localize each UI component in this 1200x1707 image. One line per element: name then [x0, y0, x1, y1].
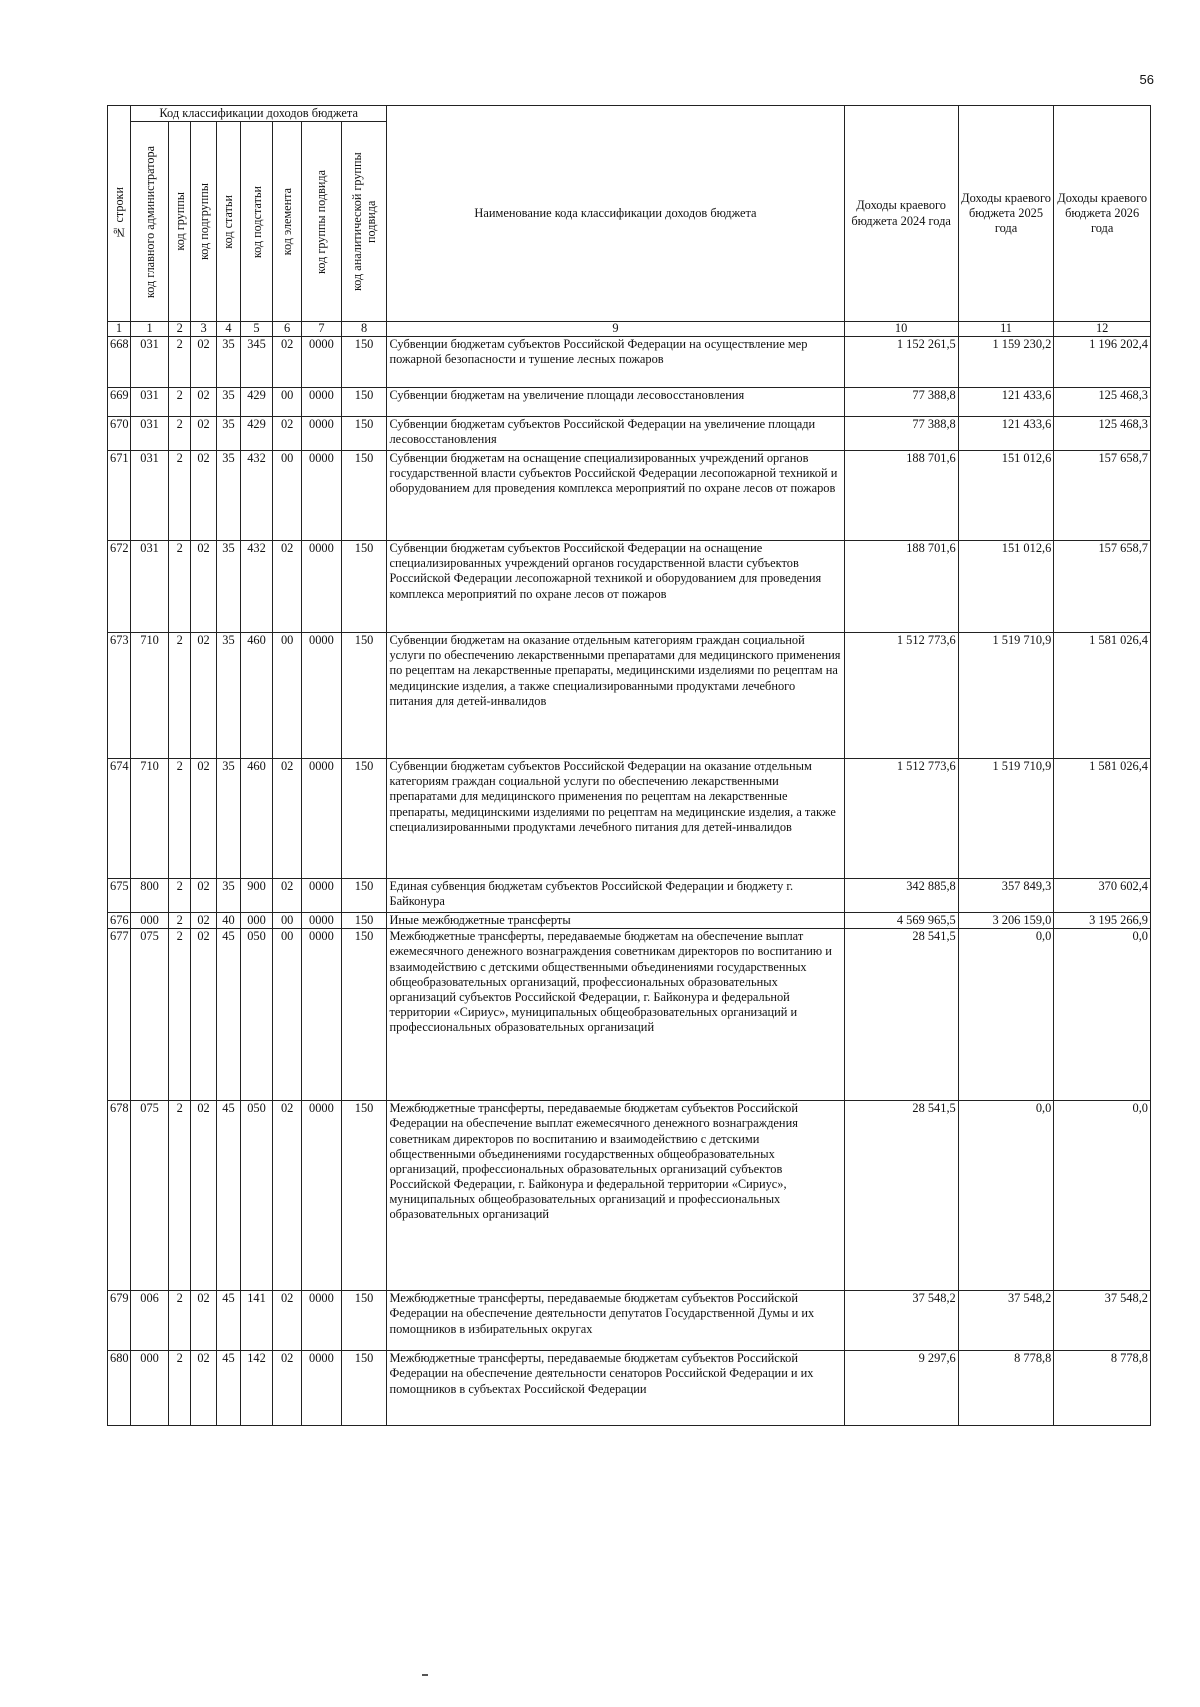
header-code-analytic: код аналитической группы подвида	[341, 122, 387, 322]
row-number: 674	[108, 759, 131, 879]
code-group: 2	[169, 1101, 191, 1291]
revenue-name: Субвенции бюджетам субъектов Российской Федерации на осуществление мер пожарной безопасности и тушение лесных пожаров	[387, 337, 844, 388]
row-number: 675	[108, 879, 131, 913]
table-row	[108, 451, 1151, 541]
revenue-name: Субвенции бюджетам субъектов Российской Федерации на оснащение специализированных учреждений органов государственной власти субъектов Российской Федерации лесопожарной техникой и оборудованием для проведения комплекса мероприятий по охране лесов от пожаров	[387, 541, 844, 633]
code-subtype-group: 0000	[302, 388, 341, 417]
code-analytic: 150	[341, 633, 387, 759]
code-element: 02	[273, 1101, 302, 1291]
value-2025: 0,0	[958, 1101, 1054, 1291]
code-subtype-group: 0000	[302, 759, 341, 879]
code-element: 00	[273, 388, 302, 417]
table-row	[108, 1351, 1151, 1426]
code-subgroup: 02	[191, 451, 217, 541]
header-row-no: № строки	[108, 106, 131, 322]
column-number: 8	[341, 322, 387, 337]
code-subgroup: 02	[191, 1351, 217, 1426]
code-subarticle: 000	[240, 913, 272, 929]
header-code-element: код элемента	[273, 122, 302, 322]
row-number: 680	[108, 1351, 131, 1426]
row-number: 670	[108, 417, 131, 451]
code-article: 35	[217, 388, 241, 417]
value-2025: 121 433,6	[958, 388, 1054, 417]
code-subarticle: 050	[240, 929, 272, 1101]
code-analytic: 150	[341, 929, 387, 1101]
header-code-subarticle: код подстатьи	[240, 122, 272, 322]
code-analytic: 150	[341, 541, 387, 633]
value-2024: 1 512 773,6	[844, 633, 958, 759]
value-2026: 125 468,3	[1054, 388, 1151, 417]
code-subgroup: 02	[191, 337, 217, 388]
value-2025: 1 159 230,2	[958, 337, 1054, 388]
code-article: 40	[217, 913, 241, 929]
column-number: 11	[958, 322, 1054, 337]
code-article: 45	[217, 929, 241, 1101]
column-number: 9	[387, 322, 844, 337]
table-row	[108, 541, 1151, 633]
header-code-group: Код классификации доходов бюджета	[130, 106, 387, 122]
value-2026: 3 195 266,9	[1054, 913, 1151, 929]
code-admin: 031	[130, 541, 168, 633]
code-group: 2	[169, 913, 191, 929]
table-body	[108, 337, 1151, 1426]
code-group: 2	[169, 388, 191, 417]
code-admin: 000	[130, 913, 168, 929]
row-number: 678	[108, 1101, 131, 1291]
header-code-group-col: код группы	[169, 122, 191, 322]
value-2025: 121 433,6	[958, 417, 1054, 451]
value-2025: 8 778,8	[958, 1351, 1054, 1426]
code-admin: 710	[130, 759, 168, 879]
revenue-name: Межбюджетные трансферты, передаваемые бюджетам субъектов Российской Федерации на обеспечение деятельности сенаторов Российской Федерации и их помощников в субъектах Российской Федерации	[387, 1351, 844, 1426]
code-admin: 710	[130, 633, 168, 759]
row-number: 671	[108, 451, 131, 541]
column-number: 1	[108, 322, 131, 337]
value-2024: 77 388,8	[844, 417, 958, 451]
column-number: 4	[217, 322, 241, 337]
code-admin: 800	[130, 879, 168, 913]
row-number: 679	[108, 1291, 131, 1351]
code-subarticle: 432	[240, 541, 272, 633]
code-element: 02	[273, 417, 302, 451]
code-admin: 031	[130, 451, 168, 541]
code-subgroup: 02	[191, 929, 217, 1101]
value-2024: 28 541,5	[844, 929, 958, 1101]
code-element: 00	[273, 913, 302, 929]
column-number: 7	[302, 322, 341, 337]
code-subgroup: 02	[191, 417, 217, 451]
code-subtype-group: 0000	[302, 1291, 341, 1351]
code-admin: 031	[130, 337, 168, 388]
revenue-name: Межбюджетные трансферты, передаваемые бюджетам субъектов Российской Федерации на обеспечение выплат ежемесячного денежного вознаграждения советникам директоров по воспитанию и взаимодействию с детскими общественными объединениями государственных общеобразовательных организаций, профессиональных образовательных организаций субъектов Российской Федерации, г. Байконура и федеральной территории «Сириус», муниципальных общеобразовательных организаций и профессиональных образовательных организаций	[387, 1101, 844, 1291]
code-subgroup: 02	[191, 541, 217, 633]
header-code-article: код статьи	[217, 122, 241, 322]
value-2026: 0,0	[1054, 929, 1151, 1101]
code-article: 35	[217, 417, 241, 451]
row-number: 672	[108, 541, 131, 633]
code-subtype-group: 0000	[302, 1351, 341, 1426]
value-2025: 357 849,3	[958, 879, 1054, 913]
code-admin: 075	[130, 929, 168, 1101]
code-subarticle: 429	[240, 417, 272, 451]
value-2025: 0,0	[958, 929, 1054, 1101]
header-code-admin: код главного администратора	[130, 122, 168, 322]
code-group: 2	[169, 1291, 191, 1351]
code-subtype-group: 0000	[302, 1101, 341, 1291]
code-group: 2	[169, 633, 191, 759]
header-code-subgroup: код подгруппы	[191, 122, 217, 322]
code-group: 2	[169, 337, 191, 388]
code-subarticle: 050	[240, 1101, 272, 1291]
code-subtype-group: 0000	[302, 879, 341, 913]
code-admin: 075	[130, 1101, 168, 1291]
code-element: 00	[273, 929, 302, 1101]
code-element: 00	[273, 633, 302, 759]
value-2026: 157 658,7	[1054, 541, 1151, 633]
value-2025: 1 519 710,9	[958, 633, 1054, 759]
code-subtype-group: 0000	[302, 541, 341, 633]
column-number: 12	[1054, 322, 1151, 337]
code-analytic: 150	[341, 879, 387, 913]
code-subarticle: 429	[240, 388, 272, 417]
code-element: 02	[273, 759, 302, 879]
code-analytic: 150	[341, 913, 387, 929]
code-article: 35	[217, 451, 241, 541]
code-analytic: 150	[341, 1101, 387, 1291]
code-article: 35	[217, 633, 241, 759]
code-element: 02	[273, 541, 302, 633]
value-2026: 157 658,7	[1054, 451, 1151, 541]
code-article: 35	[217, 879, 241, 913]
revenue-name: Субвенции бюджетам на оказание отдельным категориям граждан социальной услуги по обеспечению лекарственными препаратами для медицинского применения по рецептам на лекарственные препараты, медицинскими изделиями по рецептам на медицинские изделия, а также специализированными продуктами лечебного питания для детей-инвалидов	[387, 633, 844, 759]
code-element: 02	[273, 1351, 302, 1426]
code-article: 35	[217, 541, 241, 633]
table-row	[108, 913, 1151, 929]
revenue-name: Иные межбюджетные трансферты	[387, 913, 844, 929]
column-number: 1	[130, 322, 168, 337]
row-number: 669	[108, 388, 131, 417]
revenue-name: Субвенции бюджетам на увеличение площади лесовосстановления	[387, 388, 844, 417]
value-2024: 37 548,2	[844, 1291, 958, 1351]
value-2024: 4 569 965,5	[844, 913, 958, 929]
code-subgroup: 02	[191, 913, 217, 929]
value-2026: 1 581 026,4	[1054, 759, 1151, 879]
code-article: 35	[217, 759, 241, 879]
revenue-name: Субвенции бюджетам на оснащение специализированных учреждений органов государственной власти субъектов Российской Федерации лесопожарной техникой и оборудованием для проведения комплекса мероприятий по охране лесов от пожаров	[387, 451, 844, 541]
value-2024: 1 152 261,5	[844, 337, 958, 388]
code-subgroup: 02	[191, 633, 217, 759]
code-subgroup: 02	[191, 1101, 217, 1291]
revenue-table	[107, 105, 1151, 1426]
page-number: 56	[1139, 72, 1154, 87]
code-subarticle: 141	[240, 1291, 272, 1351]
code-group: 2	[169, 1351, 191, 1426]
value-2025: 151 012,6	[958, 451, 1054, 541]
code-analytic: 150	[341, 1351, 387, 1426]
table-row	[108, 759, 1151, 879]
row-number: 668	[108, 337, 131, 388]
code-subgroup: 02	[191, 1291, 217, 1351]
value-2026: 0,0	[1054, 1101, 1151, 1291]
code-subgroup: 02	[191, 759, 217, 879]
code-group: 2	[169, 541, 191, 633]
revenue-name: Межбюджетные трансферты, передаваемые бюджетам на обеспечение выплат ежемесячного денежного вознаграждения советникам директоров по воспитанию и взаимодействию с детскими общественными объединениями государственных общеобразовательных организаций, профессиональных образовательных организаций субъектов Российской Федерации, г. Байконура и федеральной территории «Сириус», муниципальных общеобразовательных организаций и профессиональных образовательных организаций	[387, 929, 844, 1101]
header-y2026: Доходы краевого бюджета 2026 года	[1054, 106, 1151, 322]
code-group: 2	[169, 451, 191, 541]
code-subtype-group: 0000	[302, 929, 341, 1101]
value-2024: 342 885,8	[844, 879, 958, 913]
value-2026: 37 548,2	[1054, 1291, 1151, 1351]
code-subtype-group: 0000	[302, 337, 341, 388]
value-2025: 1 519 710,9	[958, 759, 1054, 879]
code-subgroup: 02	[191, 879, 217, 913]
scan-mark	[422, 1674, 428, 1676]
column-number: 6	[273, 322, 302, 337]
table-row	[108, 633, 1151, 759]
code-group: 2	[169, 929, 191, 1101]
value-2024: 188 701,6	[844, 451, 958, 541]
table-row	[108, 1101, 1151, 1291]
code-subarticle: 460	[240, 759, 272, 879]
table-row	[108, 337, 1151, 388]
value-2024: 1 512 773,6	[844, 759, 958, 879]
header-y2025: Доходы краевого бюджета 2025 года	[958, 106, 1054, 322]
code-analytic: 150	[341, 388, 387, 417]
value-2024: 28 541,5	[844, 1101, 958, 1291]
code-admin: 031	[130, 388, 168, 417]
row-number: 677	[108, 929, 131, 1101]
code-analytic: 150	[341, 1291, 387, 1351]
code-subtype-group: 0000	[302, 417, 341, 451]
row-number: 676	[108, 913, 131, 929]
column-number-row	[108, 322, 1151, 337]
code-subarticle: 142	[240, 1351, 272, 1426]
table-row	[108, 929, 1151, 1101]
value-2024: 188 701,6	[844, 541, 958, 633]
table-row	[108, 417, 1151, 451]
revenue-name: Субвенции бюджетам субъектов Российской Федерации на оказание отдельным категориям граждан социальной услуги по обеспечению лекарственными препаратами для медицинского применения по рецептам на лекарственные препараты, медицинскими изделиями по рецептам на медицинские изделия, а также специализированными продуктами лечебного питания для детей-инвалидов	[387, 759, 844, 879]
code-group: 2	[169, 759, 191, 879]
value-2026: 1 196 202,4	[1054, 337, 1151, 388]
code-element: 02	[273, 879, 302, 913]
revenue-name: Субвенции бюджетам субъектов Российской Федерации на увеличение площади лесовосстановления	[387, 417, 844, 451]
table-row	[108, 1291, 1151, 1351]
code-group: 2	[169, 879, 191, 913]
value-2024: 9 297,6	[844, 1351, 958, 1426]
revenue-name: Межбюджетные трансферты, передаваемые бюджетам субъектов Российской Федерации на обеспечение деятельности депутатов Государственной Думы и их помощников в избирательных округах	[387, 1291, 844, 1351]
code-admin: 031	[130, 417, 168, 451]
value-2026: 125 468,3	[1054, 417, 1151, 451]
code-subtype-group: 0000	[302, 913, 341, 929]
column-number: 2	[169, 322, 191, 337]
code-group: 2	[169, 417, 191, 451]
table-row	[108, 879, 1151, 913]
code-article: 45	[217, 1291, 241, 1351]
code-subtype-group: 0000	[302, 451, 341, 541]
value-2025: 3 206 159,0	[958, 913, 1054, 929]
value-2026: 370 602,4	[1054, 879, 1151, 913]
code-analytic: 150	[341, 759, 387, 879]
code-analytic: 150	[341, 451, 387, 541]
value-2026: 8 778,8	[1054, 1351, 1151, 1426]
value-2025: 37 548,2	[958, 1291, 1054, 1351]
code-analytic: 150	[341, 417, 387, 451]
code-subtype-group: 0000	[302, 633, 341, 759]
table-row	[108, 388, 1151, 417]
header-y2024: Доходы краевого бюджета 2024 года	[844, 106, 958, 322]
code-article: 45	[217, 1101, 241, 1291]
value-2024: 77 388,8	[844, 388, 958, 417]
header-code-subtype-group: код группы подвида	[302, 122, 341, 322]
code-subarticle: 900	[240, 879, 272, 913]
value-2026: 1 581 026,4	[1054, 633, 1151, 759]
column-number: 3	[191, 322, 217, 337]
header-name: Наименование кода классификации доходов бюджета	[387, 106, 844, 322]
code-subarticle: 345	[240, 337, 272, 388]
code-subgroup: 02	[191, 388, 217, 417]
code-subarticle: 432	[240, 451, 272, 541]
code-subarticle: 460	[240, 633, 272, 759]
code-article: 45	[217, 1351, 241, 1426]
code-admin: 006	[130, 1291, 168, 1351]
value-2025: 151 012,6	[958, 541, 1054, 633]
column-number: 10	[844, 322, 958, 337]
code-analytic: 150	[341, 337, 387, 388]
code-element: 00	[273, 451, 302, 541]
column-number: 5	[240, 322, 272, 337]
code-admin: 000	[130, 1351, 168, 1426]
row-number: 673	[108, 633, 131, 759]
code-element: 02	[273, 1291, 302, 1351]
code-article: 35	[217, 337, 241, 388]
revenue-name: Единая субвенция бюджетам субъектов Российской Федерации и бюджету г. Байконура	[387, 879, 844, 913]
code-element: 02	[273, 337, 302, 388]
